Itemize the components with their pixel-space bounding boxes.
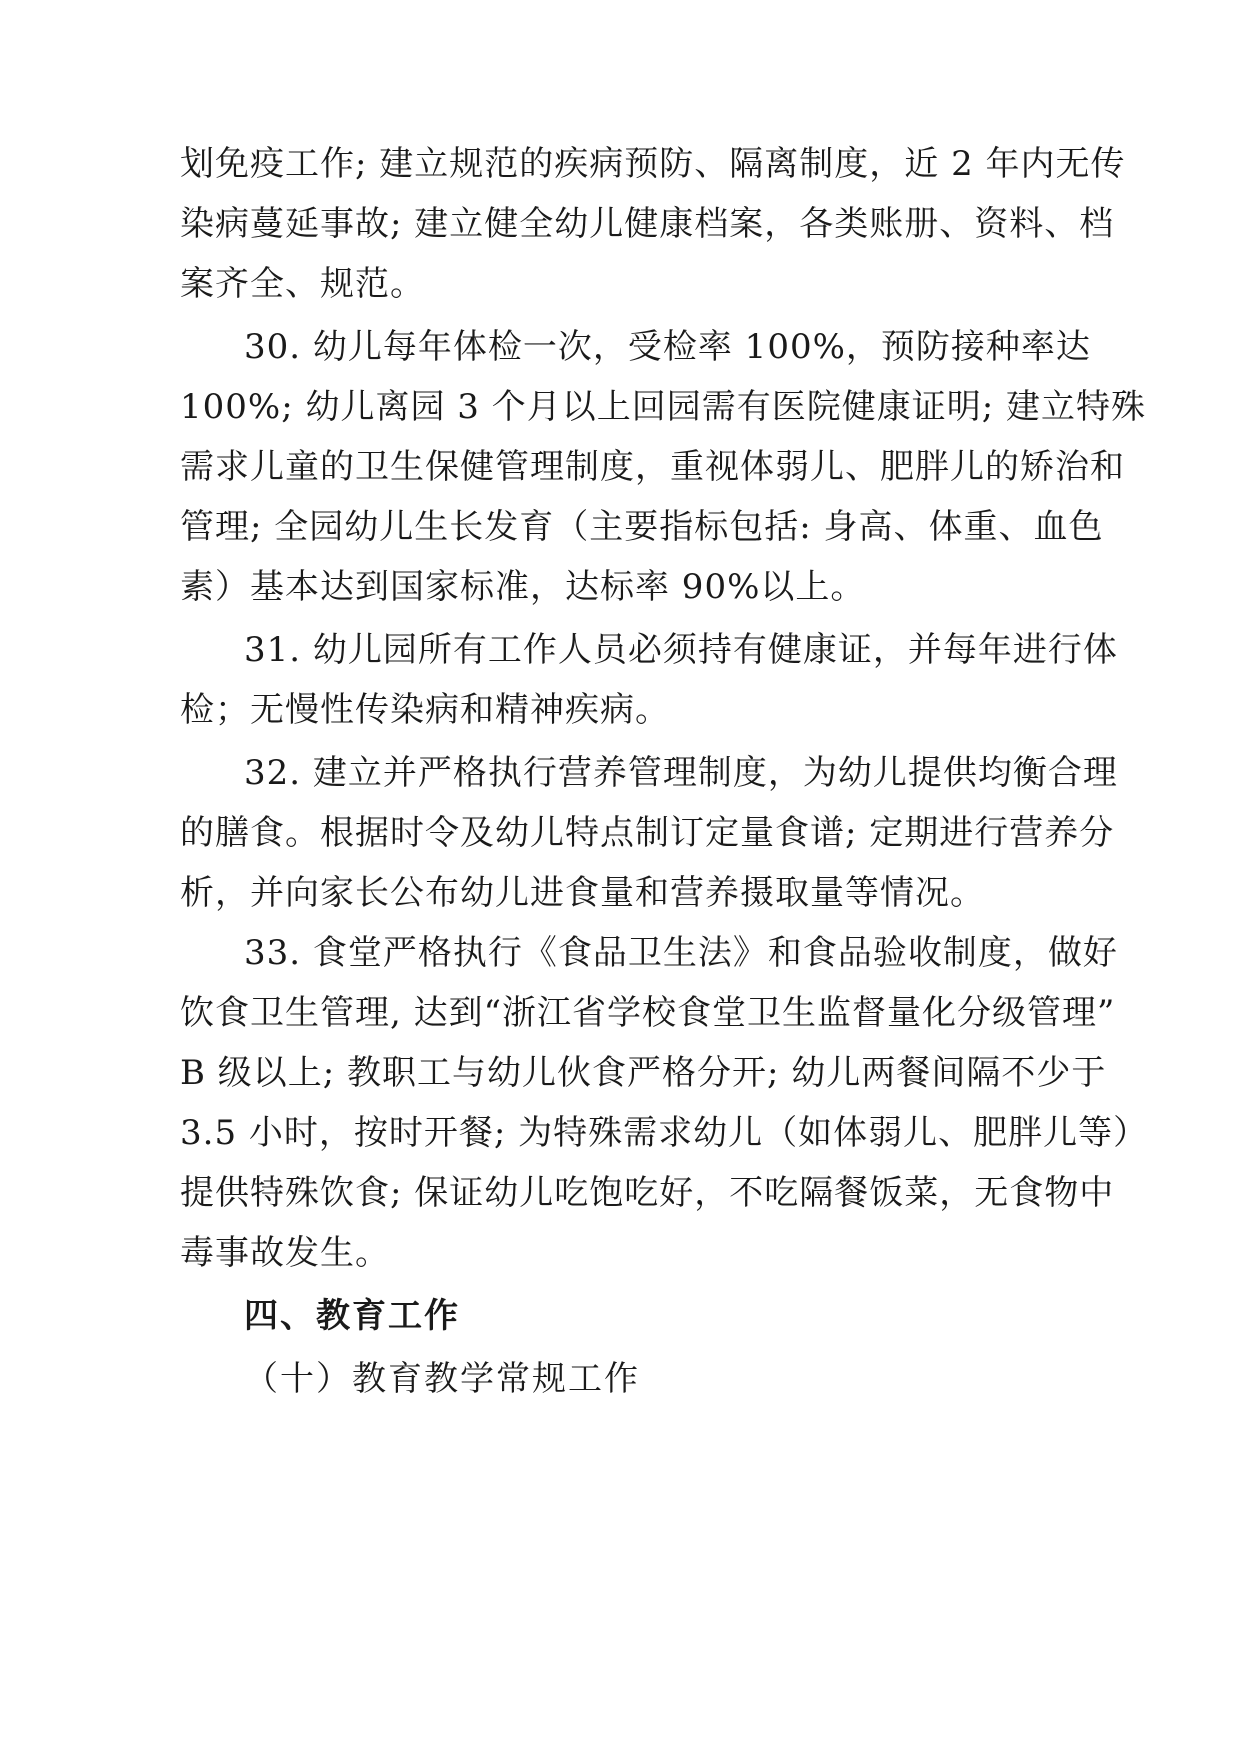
subsection-heading: （十）教育教学常规工作: [244, 1359, 640, 1399]
paragraph-line: 需求儿童的卫生保健管理制度，重视体弱儿、肥胖儿的矫治和: [180, 447, 1125, 487]
section-heading: 四、教育工作: [244, 1296, 460, 1336]
paragraph-line: 31. 幼儿园所有工作人员必须持有健康证，并每年进行体: [244, 630, 1118, 670]
paragraph-line: 30. 幼儿每年体检一次，受检率 100%，预防接种率达: [244, 327, 1091, 367]
paragraph-line: 33. 食堂严格执行《食品卫生法》和食品验收制度，做好: [244, 933, 1118, 973]
paragraph-line: 素）基本达到国家标准，达标率 90%以上。: [180, 567, 866, 607]
paragraph-line: 毒事故发生。: [180, 1233, 390, 1273]
paragraph-line: 析，并向家长公布幼儿进食量和营养摄取量等情况。: [180, 873, 985, 913]
paragraph-line: 100%; 幼儿离园 3 个月以上回园需有医院健康证明; 建立特殊: [180, 387, 1146, 427]
paragraph-line: 划免疫工作; 建立规范的疾病预防、隔离制度，近 2 年内无传: [180, 144, 1126, 184]
paragraph-line: 染病蔓延事故; 建立健全幼儿健康档案，各类账册、资料、档: [180, 204, 1115, 244]
paragraph-line: 的膳食。根据时令及幼儿特点制订定量食谱; 定期进行营养分: [180, 813, 1115, 853]
paragraph-line: 案齐全、规范。: [180, 264, 425, 304]
paragraph-line: 32. 建立并严格执行营养管理制度，为幼儿提供均衡合理: [244, 753, 1118, 793]
paragraph-line: 管理; 全园幼儿生长发育（主要指标包括: 身高、体重、血色: [180, 507, 1104, 547]
paragraph-line: 提供特殊饮食; 保证幼儿吃饱吃好，不吃隔餐饭菜，无食物中: [180, 1173, 1115, 1213]
paragraph-line: 饮食卫生管理, 达到“浙江省学校食堂卫生监督量化分级管理”: [180, 993, 1116, 1033]
paragraph-line: 3.5 小时，按时开餐; 为特殊需求幼儿（如体弱儿、肥胖儿等）: [180, 1113, 1149, 1153]
paragraph-line: B 级以上; 教职工与幼儿伙食严格分开; 幼儿两餐间隔不少于: [180, 1053, 1107, 1093]
paragraph-line: 检；无慢性传染病和精神疾病。: [180, 690, 670, 730]
